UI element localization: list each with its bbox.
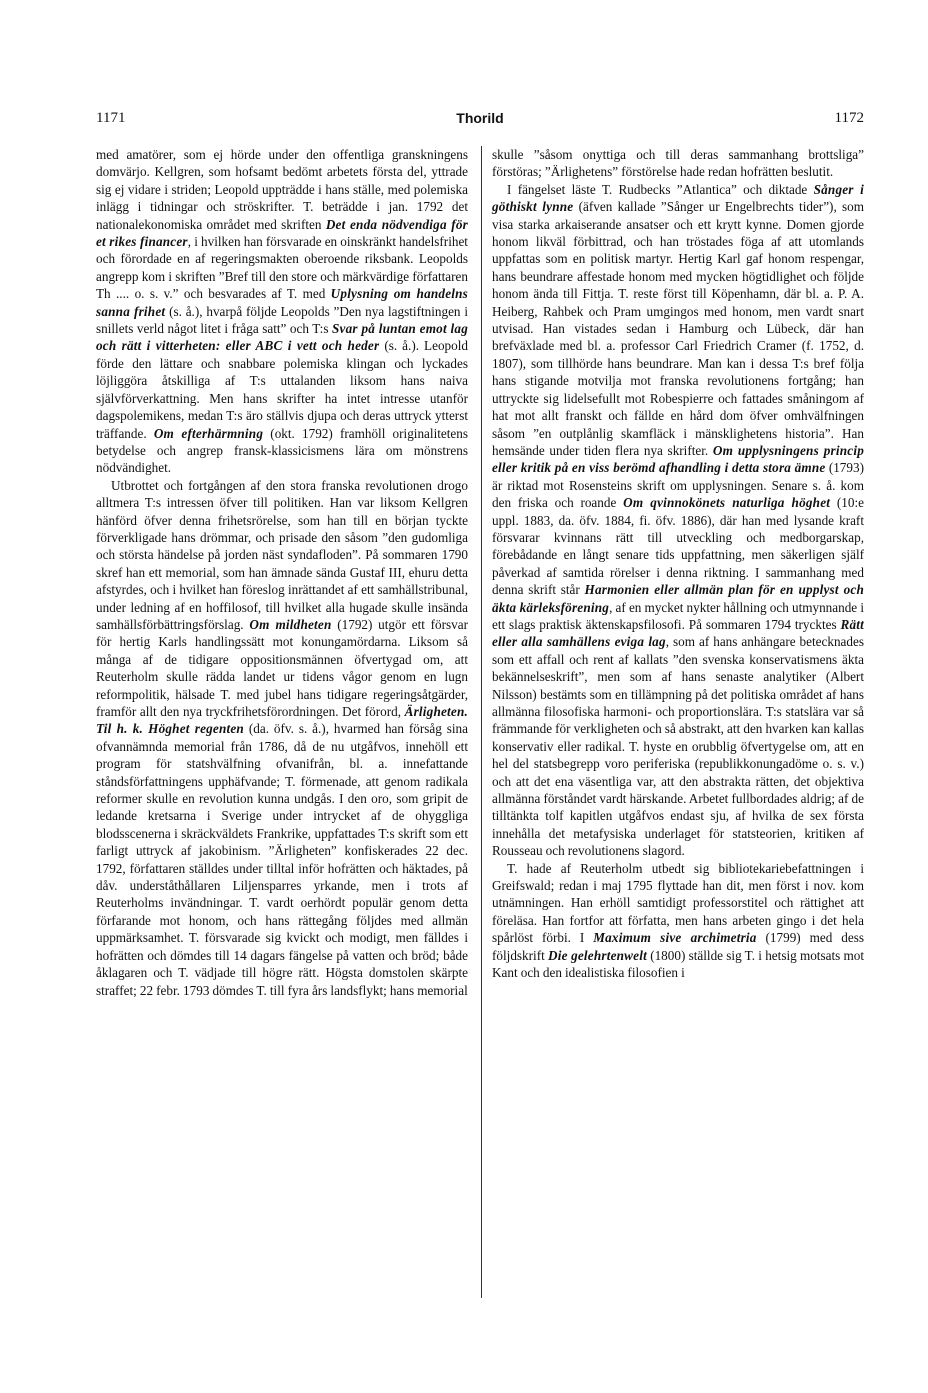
body-text: I fängelset läste T. Rudbecks ”Atlantica” och diktade <box>507 181 814 197</box>
italic-title-text: Sånger i göthiskt lynne <box>492 181 864 215</box>
paragraph <box>492 181 864 860</box>
body-text: skulle ”såsom onyttiga och till deras sammanhang brottsliga” förstöras; ”Ärlighetens” förstörelse hade redan hofrätten beslutit. <box>492 147 864 180</box>
running-title: Thorild <box>456 110 504 126</box>
body-text: T. hade af Reuterholm utbedt sig bibliotekariebefattningen i Greifswald; redan i maj 1795 flyttade han dit, men först i nov. kom utnämningen. Han erhöll samtidigt professorstitel och rättighet att föreläsa. Han fortfor att författa, men hans arbeten gingo i det hela spårlöst förbi. I <box>492 860 864 946</box>
body-text: (1793) är riktad mot Rosensteins skrift om upplysningen. Senare s. å. kom den friska och roande <box>492 460 864 511</box>
body-text: med amatörer, som ej hörde under den offentliga granskningens domvärjo. Kellgren, som hofsamt bedömt arbetets första del, yttrade sig ej vidare i striden; Leopold uppträdde i hans ställe, med polemiska inlägg i tidningar och ströskrifter. T. beträdde i jan. 1792 det nationalekonomiska området med skriften <box>96 147 468 232</box>
italic-title-text: Om qvinnokönets naturliga höghet <box>623 495 831 511</box>
italic-title-text: Om mildheten <box>249 616 332 632</box>
column-divider <box>481 146 482 1298</box>
paragraph <box>492 146 864 181</box>
italic-title-text: Om efterhärmning <box>153 425 264 441</box>
paragraph <box>96 477 468 999</box>
italic-title-text: Ärligheten. Til h. k. Höghet regenten <box>96 704 468 737</box>
paragraph <box>96 146 468 477</box>
right-page-number: 1172 <box>834 110 864 126</box>
body-text: (da. öfv. s. å.), hvarmed han försåg sina ofvannämnda memorial från 1786, då de nu utgåfvos, innehöll ett program för statshvälfning ofvanifrån, bl. a. innefattande ståndsförfattningens upphäfvande; T. förmenade, att genom radikala reformer skulle en revolution kunna undgås. I den oro, som gripit de ledande kretsarna i Sverige under intrycket af de ohyggliga blodsscenerna i skräckväldets Frankrike, uppfattades T:s skrift som ett farligt uttryck af jakobinism. ”Ärligheten” konfiskerades 22 dec. 1792, författaren ställdes under tilltal inför hofrätten och häktades, på dåv. underståthållaren Liljensparres yrkande, men i trots af Reuterholms invändningar. T. vardt oerhördt populär genom detta förfarande mot honom, och hans rättegång följdes med allmän uppmärksamhet. T. försvarade sig kvickt och modigt, men fälldes i hofrätten och dömdes till 14 dagars fängelse på vatten och bröd; både åklagaren och T. vädjade till högre rätt. Högsta domstolen skärpte straffet; 22 febr. 1793 dömdes T. till fyra års landsflykt; hans memorial <box>96 721 468 998</box>
left-page-number: 1171 <box>96 110 126 126</box>
page-header <box>96 108 864 128</box>
left-text-column <box>96 146 468 999</box>
body-text: (1799) med dess följdskrift <box>492 930 864 963</box>
italic-title-text: Rätt eller alla samhällens eviga lag <box>492 616 864 650</box>
body-text: (okt. 1792) framhöll originalitetens betydelse och angrep fransk-klassicismens lära om mönstrens nödvändighet. <box>96 425 468 476</box>
body-text: (äfven kallade ”Sånger ur Engelbrechts tider”), som visa starka arkaiserande ansatser och ett krytt kynne. Domen gjorde honom likväl förbittrad, och han tröstades föga af att utomlands uppfattas som en politisk martyr. Hertig Karl gaf honom respengar, hans beundrare affestade honom med mycken högtidlighet och följde honom ända till Fittja. T. reste först till Köpenhamn, där bl. a. P. A. Heiberg, Rahbek och Pram umgingos med honom, men vardt snart utvisad. Han vistades sedan i Hamburg och Lübeck, där han brefväxlade med bl. a. professor Carl Friedrich Cramer (f. 1752, d. 1807), som tillhörde hans beundrare. Man kan i dessa T:s bref följa hans stigande motvilja mot franska revolutionens fortgång; han uttryckte sig lidelsefullt mot Robespierre och fattades småningom af hat mot allt franskt och fällde en hård dom öfver omhvälfningen såsom ”en outplånlig skamfläck i mänsklighetens historia”. Han hemsände under tiden flera nya skrifter. <box>492 199 864 458</box>
body-text: , af en mycket nykter hållning och utmynnande i ett slags praktisk äktenskapsfilosofi. På sommaren 1794 trycktes <box>492 599 864 632</box>
body-text: , i hvilken han försvarade en oinskränkt handelsfrihet och förordade en af regeringsmakten oberoende riksbank. Leopolds angrepp kom i skriften ”Bref till den store och märkvärdige författaren Th .... o. s. v.” och besvarades af T. med <box>96 234 468 302</box>
italic-title-text: Maximum sive archimetria <box>593 930 757 946</box>
italic-title-text: Die gelehrtenwelt <box>548 947 647 963</box>
body-text: (10:e uppl. 1883, da. öfv. 1884, fi. öfv. 1886), där han med lysande kraft försvarar kvinnans rätt till utveckling och medborgarskap, förebådande en långt senare tids uppfattning, men säkerligen själf påverkad af samtida rörelser i denna riktning. I sammanhang med denna skrift står <box>492 495 864 598</box>
right-text-column <box>492 146 864 982</box>
paragraph <box>492 860 864 982</box>
italic-title-text: Uplysning om handelns sanna frihet <box>96 286 468 319</box>
body-text: (s. å.). Leopold förde den lättare och snabbare polemiska klingan och lyckades löjliggöra åtskilliga af T:s uttalanden liksom hans naiva självförverkattning. Men hans skrifter ha intet intresse utanför dagspolemikens, medan T:s äro ställvis djupa och deras uttryck ytterst träffande. <box>96 338 468 441</box>
body-text: Utbrottet och fortgången af den stora franska revolutionen drogo alltmera T:s intressen öfver till politiken. Han var liksom Kellgren hänförd öfver denna frihetsrörelse, som han till en början tyckte förverkligade hans drömmar, och prisade den såsom ”den gudomliga och största händelse på jorden näst syndafloden”. På sommaren 1790 skref han ett memorial, som han ämnade sända Gustaf III, ehuru detta afstyrdes, och i hvilket han föreslog inrättandet af ett samhällstribunal, under ledning af en hoffilosof, till hvilket alla hugade skulle insända samhällsförbättringsförslag. <box>96 477 468 632</box>
italic-title-text: Om upplysningens princip eller kritik på en viss berömd afhandling i detta stora ämne <box>492 442 864 476</box>
body-text: (1792) utgör ett försvar för hertig Karls handlingssätt mot konungamördarna. Liksom så många af de tidigare oppositionsmännen öfvertygad om, att Reuterholm skulle rädda landet ur tidens vågor genom en lugn reformpolitik, hälsade T. med jubel hans tidigare regeringsåtgärder, framför allt den nya tryckfrihetsförordningen. Det förord, <box>96 616 468 719</box>
italic-title-text: Det enda nödvendiga för et rikes financer <box>96 216 469 250</box>
body-text: , som af hans anhängare betecknades som ett affall och rent af kallats ”den svenska konservatismens äkta bekännelseskrift”, men som af hans senaste analytiker (Albert Nilsson) bestämts som en tillämpning på det politiska området af hans allmänna filosofiska harmoni- och proportionslära. T:s statslära var så främmande för verkligheten och så abstrakt, att den hvarken kan kallas konservativ eller radikal. T. hyste en orubblig öfvertygelse om, att en hel del statsbegrepp voro periferiska (republikkonungadöme o. s. v.) och att det ena väsentliga var, att den abstrakta rätten, det objektiva allmänna förståndet vardt härskande. Arbetet fullbordades aldrig; af de tilltänkta tolf kapitlen utgåfvos endast sju, af hvilka de sex första innehålla det metafysiska underlaget för statsteorien, kritiken af Rousseau och revolutionens slagord. <box>492 634 864 859</box>
body-text: (s. å.), hvarpå följde Leopolds ”Den nya lagstiftningen i snillets verld något litet i fråga satt” och T:s <box>96 303 469 337</box>
italic-title-text: Svar på luntan emot lag och rätt i vitterheten: eller ABC i vett och heder <box>96 321 469 354</box>
body-text: (1800) ställde sig T. i hetsig motsats mot Kant och den idealistiska filosofien i <box>492 947 865 981</box>
italic-title-text: Harmonien eller allmän plan för en upplyst och äkta kärleksförening <box>492 582 865 615</box>
